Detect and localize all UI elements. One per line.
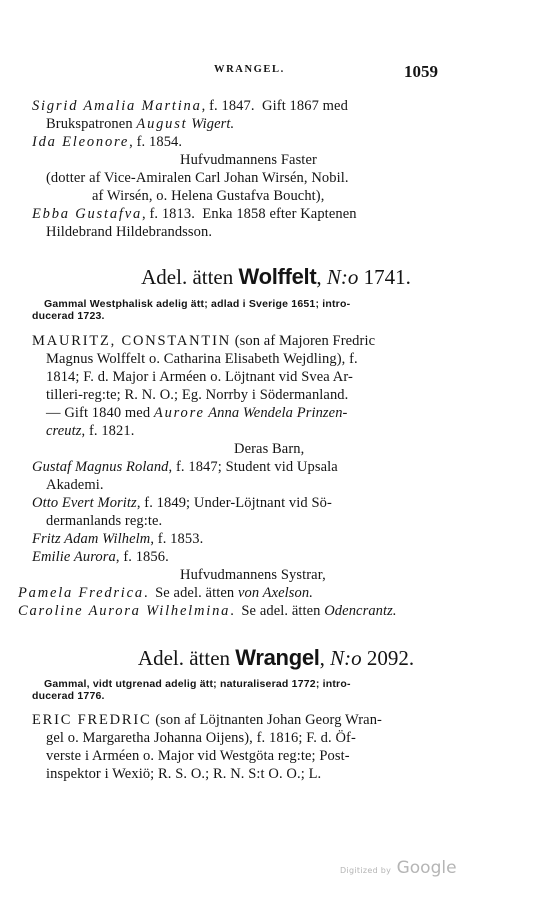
family-number: 1741.: [358, 265, 411, 289]
section-heading-wolffelt: Adel. ätten Wolffelt, N:o 1741.: [141, 264, 411, 289]
text-run: Wigert.: [187, 116, 235, 132]
text-line: [46, 405, 348, 422]
text-line: [46, 170, 349, 187]
text-run: Fritz Adam Wilhelm: [32, 531, 151, 547]
running-head: WRANGEL.: [214, 64, 285, 75]
text-run: . Se adel. ätten: [230, 603, 325, 619]
watermark-prefix: Digitized by: [340, 866, 392, 875]
text-run: Pamela Fredrica: [18, 585, 144, 601]
text-run: ERIC FREDRIC: [32, 712, 152, 728]
text-run: MAURITZ, CONSTANTIN: [32, 333, 231, 349]
text-line: [32, 206, 357, 223]
text-run: Otto Evert Moritz: [32, 495, 137, 511]
text-run: verste i Arméen o. Major vid Westgöta reg:te; Post-: [46, 748, 350, 764]
text-run: Emilie Aurora: [32, 549, 116, 565]
text-line: [32, 549, 169, 566]
family-name: Wrangel: [235, 645, 320, 670]
text-run: (dotter af Vice-Amiralen Carl Johan Wirsén, Nobil.: [46, 170, 349, 186]
section-heading-wrangel: Adel. ätten Wrangel, N:o 2092.: [137, 645, 415, 670]
text-line: [46, 748, 350, 765]
text-run: Hildebrand Hildebrandsson.: [46, 224, 213, 240]
text-run: , f. 1847; Student vid Upsala: [168, 459, 338, 475]
text-run: tilleri-reg:te; R. N. O.; Eg. Norrby i Södermanland.: [46, 387, 349, 403]
text-line: [32, 459, 338, 476]
text-line: [180, 152, 317, 169]
text-run: von Axelson.: [237, 585, 313, 601]
text-run: , f. 1847. Gift 1867 med: [201, 98, 348, 114]
text-run: Sigrid Amalia Martina: [32, 98, 202, 114]
google-watermark: [340, 858, 457, 878]
text-run: gel o. Margaretha Johanna Oijens), f. 1816; F. d. Öf-: [46, 730, 356, 746]
text-line: [46, 513, 162, 530]
text-run: Ida Eleonore: [32, 134, 130, 150]
text-line: [46, 477, 104, 494]
text-line: [32, 98, 348, 115]
text-line: [46, 766, 321, 783]
text-run: . Se adel. ätten: [143, 585, 238, 601]
text-line: [46, 387, 348, 404]
text-line: [234, 441, 304, 458]
text-run: 1814; F. d. Major i Arméen o. Löjtnant vid Svea Ar-: [46, 369, 353, 385]
text-run: Ebba Gustafva: [32, 206, 142, 222]
text-run: , f. 1854.: [129, 134, 183, 150]
text-line: [46, 351, 358, 368]
text-line: [32, 531, 203, 548]
text-run: Anna Wendela Prinzen-: [204, 405, 348, 421]
number-label: N:o: [330, 646, 362, 670]
family-description: Gammal Westphalisk adelig ätt; adlad i Sverige 1651; intro-: [44, 298, 351, 310]
text-run: — Gift 1840 med: [46, 405, 154, 421]
text-run: , f. 1853.: [150, 531, 204, 547]
text-line: [32, 712, 382, 729]
text-run: Magnus Wolffelt o. Catharina Elisabeth Wejdling), f.: [46, 351, 358, 367]
family-description: ducerad 1776.: [32, 690, 105, 702]
text-run: Hufvudmannens Faster: [180, 152, 317, 168]
text-run: Deras Barn,: [234, 441, 305, 457]
text-run: Brukspatronen: [46, 116, 137, 132]
family-name: Wolffelt: [238, 264, 317, 289]
text-line: [18, 603, 397, 620]
text-line: [46, 224, 212, 241]
text-run: , f. 1813. Enka 1858 efter Kaptenen: [142, 206, 357, 222]
text-run: Aurore: [153, 405, 205, 421]
text-run: , f. 1856.: [115, 549, 169, 565]
heading-prefix: Adel. ätten: [137, 646, 236, 670]
text-run: , f. 1821.: [81, 423, 135, 439]
family-number: 2092.: [361, 646, 415, 670]
text-run: Caroline Aurora Wilhelmina: [18, 603, 231, 619]
number-label: N:o: [326, 265, 359, 289]
text-line: [46, 730, 356, 747]
text-line: [180, 567, 326, 584]
text-line: [32, 495, 332, 512]
text-line: [92, 188, 324, 205]
text-run: , f. 1849; Under-Löjtnant vid Sö-: [136, 495, 332, 511]
text-run: (son af Majoren Fredric: [230, 333, 376, 349]
text-line: [46, 423, 134, 440]
text-run: Odencrantz.: [324, 603, 397, 619]
family-description: ducerad 1723.: [32, 310, 105, 322]
family-description: Gammal, vidt utgrenad adelig ätt; naturaliserad 1772; intro-: [44, 678, 351, 690]
text-line: [18, 585, 313, 602]
page-number: 1059: [404, 62, 438, 81]
text-run: Hufvudmannens Systrar,: [180, 567, 326, 583]
text-run: creutz: [46, 423, 82, 439]
text-run: inspektor i Wexiö; R. S. O.; R. N. S:t O. O.; L.: [46, 766, 322, 782]
text-line: [32, 134, 182, 151]
text-line: [46, 116, 234, 133]
text-run: (son af Löjtnanten Johan Georg Wran-: [151, 712, 382, 728]
text-run: Akademi.: [46, 477, 104, 493]
google-logo-text: Google: [396, 858, 457, 878]
text-line: [46, 369, 353, 386]
text-line: [32, 333, 375, 350]
text-run: Gustaf Magnus Roland: [32, 459, 169, 475]
heading-prefix: Adel. ätten: [141, 265, 239, 289]
text-run: af Wirsén, o. Helena Gustafva Boucht),: [92, 188, 325, 204]
text-run: dermanlands reg:te.: [46, 513, 163, 529]
text-run: August: [136, 116, 188, 132]
